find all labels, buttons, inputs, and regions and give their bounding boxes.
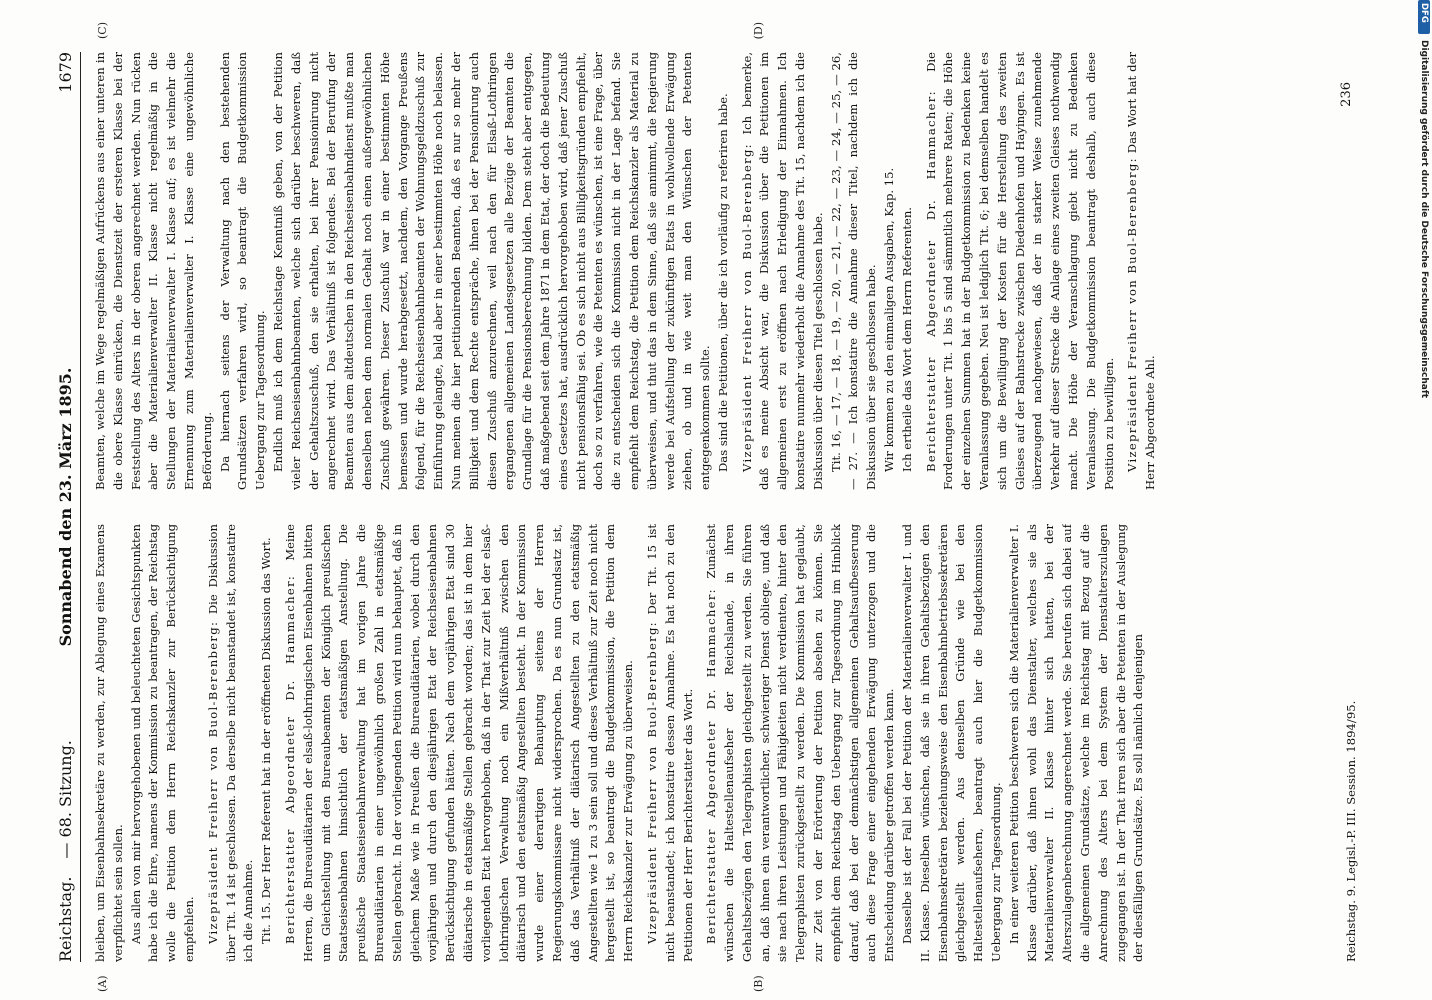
speaker-name: Vizepräsident Freiherr von Buol-Berenberg:	[205, 620, 220, 944]
paragraph: bleiben, um Eisenbahnsekretäre zu werden, zur Ablegung eines Examens verpflichtet sein sollen.	[93, 524, 125, 962]
speaker-name: Berichterstatter Abgeordneter Dr. Hammacher:	[282, 574, 297, 944]
footer-reference: Reichstag. 9. Legisl.-P. III. Session. 1894/95.	[1344, 700, 1358, 962]
page-header	[52, 52, 81, 962]
text-columns	[92, 52, 1324, 962]
protocol-page	[52, 22, 1358, 992]
paragraph: Ich ertheile das Wort dem Herrn Referenten.	[899, 207, 914, 472]
digitization-credit: Digitalisierung gefördert durch die Deutsche Forschungsgemeinschaft	[1419, 40, 1429, 399]
speaker-name: Berichterstatter Abgeordneter Dr. Hammacher:	[704, 588, 719, 944]
speech-text: Die Diskussion über Tit. 14 ist geschlossen. Da derselbe nicht beanstandet ist, konstatire ich die Annahme.	[205, 524, 256, 962]
speech-text: Die Forderungen unter Tit. 1 bis 5 sind sämmtlich mehrere Raten; die Höhe der einzelnen Summen hat in der Budgetkommission zu Bedenken keine Veranlassung gegeben. Neu ist lediglich Tit. 6; bei demselben handelt es sich um die Bewilligung der Kosten für die Herstellung des zweiten Gleises auf der Bahnstrecke zwischen Diedenhofen und Hayingen. Es ist überzeugend nachgewiesen, daß der in starker Weise zunehmende Verkehr auf dieser Strecke die Anlage eines zweiten Gleises nothwendig macht. Die Höhe der Veranschlagung giebt nicht zu Bedenken Veranlassung. Die Budgetkommission beantragt deshalb, auch diese Position zu bewilligen.	[923, 52, 1116, 490]
margin-marker-c: (C)	[96, 22, 109, 39]
page-number: 1679	[56, 52, 75, 93]
dfg-logo	[1418, 0, 1430, 34]
paragraph: Endlich muß ich dem Reichstage Kenntniß geben, von der Petition vieler Reichseisenbahnbeamten, welche sich darüber beschweren, daß der Gehaltszuschuß, den sie erhalten, bei ihrer Pensionirung nicht angerechnet wird. Das Verhältniß ist folgendes. Bei der Berufung der Beamten aus dem altdeutschen in den Reichseisenbahndienst mußte man denselben neben dem normalen Gehalt noch einen außergewöhnlichen Zuschuß gewähren. Dieser Zuschuß war in einer bestimmten Höhe bemessen und wurde herabgesetzt, nachdem, den Vorgange Preußens folgend, für die Reichseisenbahnbeamten der Wohnungsgeldzuschuß zur Einführung gelangte, bald aber in einer bestimmten Höhe noch belassen. Nun meinen die hier petitionirenden Beamten, daß es nur so mehr der Billigkeit und dem Rechte entspräche, ihnen bei der Pensionirung auch diesen Zuschuß anzurechnen, weil nach den für Elsaß-Lothringen ergangenen allgemeinen Landesgesetzen alle Bezüge der Beamten die Grundlage für die Pensionsberechnung bilden. Dem steht aber entgegen, daß maßgebend seit dem Jahre 1871 in dem Etat, der doch die Bedeutung eines Gesetzes hat, ausdrücklich hervorgehoben wird, daß jener Zuschuß nicht pensionsfähig sei. Ob es sich nicht aus Billigkeitsgründen empfiehlt, doch so zu verfahren, wie die Petenten es wünschen, ist eine Frage, über die zu entscheiden sich die Kommission nicht in der Lage befand. Sie empfiehlt dem Reichstag, die Petition dem Reichskanzler als Material zu überweisen, und thut das in dem Sinne, daß sie annimmt, die Regierung werde bei Aufstellung der zukünftigen Etats in wohlwollende Erwägung ziehen, ob und in wie weit man den Wünschen der Petenten entgegenkommen sollte.	[270, 52, 713, 490]
speech-text: Der Tit. 15 ist nicht beanstandet; ich konstatire dessen Annahme. Es hat noch zu den Petitionen der Herr Berichterstatter das Wort.	[644, 524, 695, 962]
margin-marker-d: (D)	[752, 22, 765, 40]
speech-paragraph	[703, 524, 899, 962]
header-title: Reichstag.	[56, 876, 75, 962]
paragraph: Dasselbe ist der Fall bei der Petition der Materialienverwalter I. und II. Klasse. Dieselben wünschen, daß sie in ihren Gehaltsbezügen den Eisenbahnsekretären beziehungsweise den Eisenbahnbetriebssekretären gleichgestellt werden. Aus denselben Gründe wie bei den Haltestellenaufsehern, beantragt auch hier die Budgetkommission Uebergang zur Tagesordnung.	[900, 524, 1004, 962]
header-session: — 68. Sitzung.	[56, 740, 75, 859]
speech-paragraph	[644, 524, 697, 962]
paragraph: Aus allen von mir hervorgehobenen und beleuchteten Gesichtspunkten habe ich die Ehre, namens der Kommission zu beantragen, der Reichstag wolle die Petition dem Herrn Reichskanzler zur Berücksichtigung empfehlen.	[128, 524, 196, 962]
speech-text: Meine Herren, die Bureaudiätarien der elsaß-lothringischen Eisenbahnen bitten um Gleichstellung mit den Bureaubeamten der Königlich preußischen Staatseisenbahnen hinsichtlich der etatsmäßigen Anstellung. Die preußische Staatseisenbahnverwaltung hat im vorigen Jahre die Bureaudiätarien in einer ungewöhnlich großen Zahl in etatsmäßige Stellen gebracht. In der vorliegenden Petition wird nun behauptet, daß in gleichem Maße wie in Preußen die Bureaudiätarien, wobei durch den vorjährigen und durch den diesjährigen Etat der Reichseisenbahnen Berücksichtigung gefunden hätten. Nach dem vorjährigen Etat sind 30 diätarische in etatsmäßige Stellen gebracht worden; das ist in dem hier vorliegenden Etat hervorgehoben, daß in der That zur Zeit bei der elsaß-lothringischen Verwaltung noch ein Mißverhältniß zwischen den diätarisch und den etatsmäßig Angestellten besteht. In der Kommission wurde einer derartigen Behauptung seitens der Herren Regierungskommissare nicht widersprochen. Da es nun Grundsatz ist, daß das Verhältniß der diätarisch Angestellten zu den etatsmäßig Angestellten wie 1 zu 3 sein soll und dieses Verhältniß zur Zeit noch nicht hergestellt ist, so beantragt die Budgetkommission, die Petition dem Herrn Reichskanzler zur Erwägung zu überweisen.	[282, 524, 636, 962]
side-credit	[1416, 40, 1430, 990]
speaker-name: Vizepräsident Freiherr von Buol-Berenberg:	[1125, 157, 1140, 472]
speech-paragraph	[1124, 52, 1160, 490]
sheet-number: 236	[1339, 82, 1354, 107]
paragraph: Wir kommen zu den einmaligen Ausgaben, Kap. 15.	[882, 167, 897, 472]
paragraph: Da hiernach seitens der Verwaltung nach den bestehenden Grundsätzen verfahren wird, so beantragt die Budgetkommission Uebergang zur Tagesordnung.	[217, 52, 268, 490]
dfg-logo-text: DFG	[1419, 3, 1429, 23]
speech-text: Das Wort hat der Herr Abgeordnete Ahl.	[1125, 52, 1158, 490]
paragraph: Tit. 15. Der Herr Referent hat in der eröffneten Diskussion das Wort.	[259, 537, 274, 944]
right-column	[92, 52, 1324, 490]
paragraph: Beamten, welche im Wege regelmäßigen Aufrückens aus einer unteren in die obere Klasse einrücken, die Dienstzeit der ersteren Klasse bei der Feststellung des Alters in der oberen angerechnet werden. Nun rücken aber die Materialienverwalter II. Klasse nicht regelmäßig in die Stellungen der Materialienverwalter I. Klasse auf; es ist vielmehr die Ernennung zum Materialienverwalter I. Klasse eine ungewöhnliche Beförderung.	[93, 52, 214, 490]
speaker-name: Berichterstatter Abgeordneter Dr. Hammacher:	[923, 90, 938, 472]
speech-text: Zunächst wünschen die Haltestellenaufseher der Reichslande, in ihren Gehaltsbezügen den Telegraphisten gleichgestellt zu werden. Sie führen an, daß ihnen ein verantwortlicher, schwieriger Dienst obliege, und daß sie nach ihren Leistungen und Fähigkeiten nicht verdienten, hinter den Telegraphisten zurückgestellt zu werden. Die Kommission hat geglaubt, zur Zeit von der Erörterung der Petition absehen zu können. Sie empfiehlt dem Reichstag den Uebergang zur Tagesordnung im Hinblick darauf, daß bei der demnächstigen allgemeinen Gehaltsaufbesserung auch diese Frage einer eingehenden Erwägung unterzogen und die Entscheidung darüber getroffen werden kann.	[704, 524, 897, 962]
margin-marker-a: (A)	[96, 975, 109, 992]
header-date: Sonnabend den 23. März 1895.	[56, 367, 75, 647]
header-left	[56, 740, 75, 962]
speech-paragraph	[739, 52, 828, 490]
speech-paragraph	[205, 524, 258, 962]
speaker-name: Vizepräsident Freiherr von Buol-Berenberg:	[739, 143, 754, 472]
margin-marker-b: (B)	[752, 975, 765, 992]
paragraph: Das sind die Petitionen, über die ich vorläufig zu referiren habe.	[715, 93, 730, 472]
paragraph: In einer weiteren Petition beschweren sich die Materialienverwalter I. Klasse darüber, daß ihnen wohl das Dienstalter, welches sie als Materialienverwalter II. Klasse hinter sich hatten, bei der Alterszulagenberechnung angerechnet werde. Sie berufen sich dabei auf die allgemeinen Grundsätze, welche im Reichstag mit Bezug auf die Anrechnung des Alters bei dem System der Dienstalterszulagen zugegangen ist. In der That irren sich aber die Petenten in der Auslegung der diesfälligen Grundsätze. Es soll nämlich denjenigen	[1006, 524, 1146, 962]
speaker-name: Vizepräsident Freiherr von Buol-Berenberg:	[644, 621, 659, 944]
paragraph: Tit. 16, — 17, — 18, — 19, — 20, — 21, — 22, — 23, — 24, — 25, — 26, — 27. — Ich konstatire die Annahme dieser Titel, nachdem ich die Diskussion über sie geschlossen habe.	[828, 52, 879, 490]
speech-paragraph	[923, 52, 1119, 490]
speech-text: Ich bemerke, daß es meine Absicht war, die Diskussion über die Petitionen im allgemeinen erst zu eröffnen nach Erledigung der Einnahmen. Ich konstatire nunmehr wiederholt die Annahme des Tit. 15, nachdem ich die Diskussion über diesen Titel geschlossen habe.	[739, 52, 825, 490]
speech-paragraph	[282, 524, 638, 962]
left-column	[92, 524, 1324, 962]
